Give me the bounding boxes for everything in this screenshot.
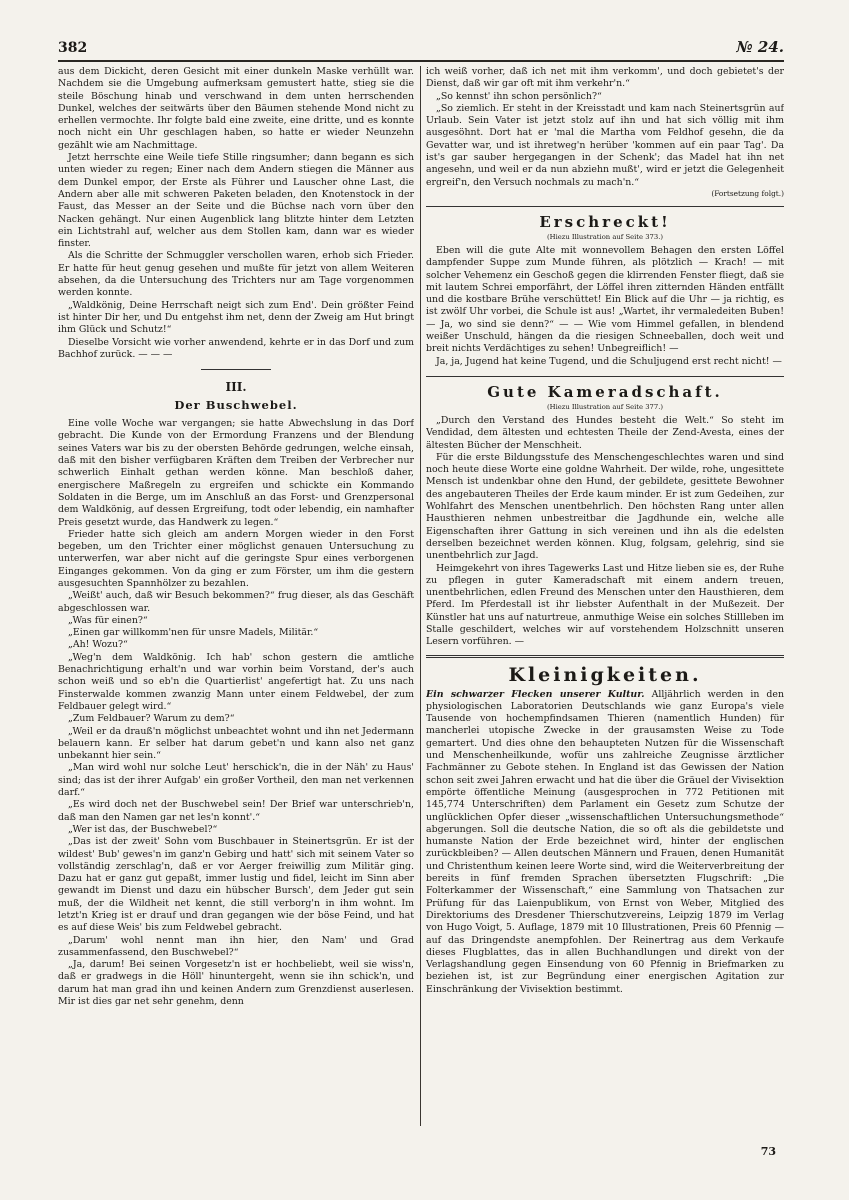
story-paragraph: „Ja, darum! Bei seinen Vorgesetz'n ist er hochbeliebt, weil sie wiss'n, daß er gradwegs in die Höll' hinuntergeht, wenn sie ihn schick'n, und darum hat man grad ihn und keinen Andern zum Grenzdienst auserlesen. Mir ist dies gar net sehr genehm, denn <box>58 959 414 1008</box>
story-paragraph: „Das ist der zweit' Sohn vom Buschbauer in Steinertsgrün. Er ist der wildest' Bub' gewes'n im ganz'n Gebirg und hatt' sich mit seinem Vater so vollständig zerschlag'n, daß er vor Aerger freiwillig zum Militär ging. Dazu hat er ganz gut gepaßt, immer lustig und fidel, leicht im Sinn aber gewandt im Dienst und dazu ein hübscher Bursch', dem Jeder gut sein muß, der die Wildheit net kennt, die still verborg'n in ihm wohnt. Im letzt'n Krieg ist er drauf und dran gegangen wie der böse Feind, und hat es auf diese Weis' bis zum Feldwebel gebracht. <box>58 836 414 934</box>
article-divider <box>426 206 784 207</box>
section-title-kleinigkeiten: Kleinigkeiten. <box>508 663 702 686</box>
illustration-reference: (Hiezu Illustration auf Seite 377.) <box>546 402 664 411</box>
story-paragraph: „Zum Feldbauer? Warum zu dem?“ <box>68 713 235 725</box>
story-paragraph: Eine volle Woche war vergangen; sie hatte Abwechslung in das Dorf gebracht. Die Kunde von der Ermordung Franzens und der Blendung seines Vaters war bis zu der obersten Behörde gedrungen, welche einsah, daß mit den bisher verfügbaren Kräften dem Treiben der Verbrecher nur schwerlich Einhalt gethan werden könne. Man beschloß daher, energischere Maßregeln zu ergreifen und schickte ein Kommando Soldaten in die Berge, um im Anschluß an das Forst- und Grenzpersonal dem Waldkönig, auf dessen Ergreifung, todt oder lebendig, ein namhafter Preis gesetzt wurde, das Handwerk zu legen.“ <box>58 418 414 528</box>
story-paragraph: „Ah! Wozu?“ <box>68 639 128 651</box>
illustration-reference: (Hiezu Illustration auf Seite 373.) <box>546 232 664 241</box>
story-paragraph: „Darum' wohl nennt man ihn hier, den Nam' und Grad zusammenfassend, den Buschwebel?“ <box>58 934 414 958</box>
article-title-kameradschaft: Gute Kameradschaft. <box>487 382 723 401</box>
article-title-erschreckt: Erschreckt! <box>539 212 671 231</box>
header-rule <box>58 60 784 62</box>
columns <box>58 66 784 1126</box>
story-paragraph: „Weg'n dem Waldkönig. Ich hab' schon gestern die amtliche Benachrichtigung erhalt'n und war vorhin beim Vorstand, der's auch schon weiß und so eb'n die Quartierlist' angefertigt hat. Zu uns nach Finsterwalde kommen zwanzig Mann unter einem Feldwebel, der zum Feldbauer gelegt wird.“ <box>58 651 414 712</box>
left-column <box>58 66 414 1126</box>
section-title: Der Buschwebel. <box>174 398 298 413</box>
story-paragraph: „So kennst' ihn schon persönlich?“ <box>436 90 602 102</box>
story-paragraph: „So ziemlich. Er steht in der Kreisstadt und kam nach Steinertsgrün auf Urlaub. Sein Vater ist jetzt stolz auf ihn und hat sich völlig mit ihm ausgesöhnt. Dort hat er 'mal die Martha vom Feldhof gesehn, die da Gevatter war, und ist ihretweg'n herüber 'kommen auf ein paar Tag'. Da ist's gar sauber hergegangen in der Schenk'; das Madel hat ihn net angesehn, und weil er da nun abziehn mußt', wird er jetzt die Gelegenheit ergreif'n, den Versuch nochmals zu mach'n.“ <box>426 102 784 188</box>
footer-signature: 73 <box>760 1145 776 1158</box>
section-number: III. <box>225 380 247 395</box>
story-paragraph: Jetzt herrschte eine Weile tiefe Stille ringsumher; dann begann es sich unten wieder zu regen; Einer nach dem Andern stiegen die Männer aus dem Dunkel empor, der Erste als Führer und Lauscher ohne Last, die Andern aber alle mit schweren Paketen beladen, den Knotenstock in der Faust, das Messer an der Seite und die Büchse nach vorn über den Nacken gehängt. Nur einen Augenblick lang blitzte hinter dem Letzten ein Lichtstrahl auf, welcher aus dem Stollen kam, dann war es wieder finster. <box>58 152 414 250</box>
article-body: Alljährlich werden in den physiologischen Laboratorien Deutschlands wie ganz Europa's viele Tausende von hochempfindsamen Thieren (namentlich Hunden) für mancherlei utopische Zwecke in der grausamsten Weise zu Tode gemartert. Und dies ohne den behaupteten Nutzen für die Wissenschaft und Menschenheilkunde, wofür uns zahlreiche Zeugnisse ärztlicher Fachmänner zu Gebote stehen. In England ist das Gewissen der Nation schon seit zwei Jahren erwacht und hat die über die Gräuel der Vivisektion empörte öffentliche Meinung (ausgesprochen in 772 Petitionen mit 145,774 Unterschriften) dem Parlament ein Gesetz zum Schutze der unglücklichen Opfer dieser „wissenschaftlichen Untersuchungsmethode“ abgerungen. Soll die deutsche Nation, die so oft als die gebildetste und humanste Nation der Erde bezeichnet wird, hinter der englischen zurückbleiben? — Allen deutschen Männern und Frauen, denen Humanität und Christenthum keinen leere Worte sind, wird die Weiterverbreitung der bereits in fünf fremden Sprachen übersetzten Flugschrift: „Die Folterkammer der Wissenschaft,“ eine Sammlung von Thatsachen zur Prüfung für das Laienpublikum, von Ernst von Weber, Mitglied des Direktoriums des Dresdener Thierschutzvereins, Leipzig 1879 im Verlag von Hugo Voigt, 5. Auflage, 1879 mit 10 Illustrationen, Preis 60 Pfennig — auf das Dringendste anempfohlen. Der Reinertrag aus dem Verkaufe dieses Flugblattes, das in allen Buchhandlungen und direkt von der Verlagshandlung gegen Einsendung von 60 Pfennig in Briefmarken zu beziehen ist, ist zur Begründung einer energischen Agitation zur Einschränkung der Vivisektion bestimmt. <box>426 688 784 995</box>
page-header <box>58 36 784 60</box>
article-paragraph: „Durch den Verstand des Hundes besteht die Welt.“ So steht im Vendidad, dem ältesten und echtesten Theile der Zend-Avesta, eines der ältesten Bücher der Menschheit. <box>426 414 784 451</box>
story-paragraph: „Waldkönig, Deine Herrschaft neigt sich zum End'. Dein größter Feind ist hinter Dir her, und Du entgehst ihm net, denn der Zweig am Hut bringt ihm Glück und Schutz!“ <box>58 299 414 336</box>
story-paragraph: „Weil er da drauß'n möglichst unbeachtet wohnt und ihn net Jedermann belauern kann. Er selber hat darum gebet'n und kann also net ganz unbekannt hier sein.“ <box>58 725 414 762</box>
newspaper-page <box>58 36 784 1166</box>
continuation-note: (Fortsetzung folgt.) <box>711 188 784 198</box>
section-divider <box>201 369 271 370</box>
column-divider <box>420 66 421 1126</box>
article-paragraph: Für die erste Bildungsstufe des Menschengeschlechtes waren und sind noch heute diese Worte eine goldne Wahrheit. Der wilde, rohe, ungesittete Mensch ist undenkbar ohne den Hund, der gebildete, gesittete Bewohner des angebauteren Theiles der Erde kaum minder. Er ist zum Gedeihen, zur Wohlfahrt des Menschen unentbehrlich. Den höchsten Rang unter allen Hausthieren nehmen unbestreitbar die Jagdhunde ein, welche alle Eigenschaften ihrer Gattung in sich vereinen und ihn als die edelsten derselben bezeichnet werden können. Klug, folgsam, gelehrig, sind sie unentbehrlich zur Jagd. <box>426 451 784 562</box>
story-paragraph: Als die Schritte der Schmuggler verschollen waren, erhob sich Frieder. Er hatte für heut genug gesehen und mußte für jetzt von allem Weiteren absehen, da die Untersuchung des Trichters nur am Tage vorgenommen werden konnte. <box>58 250 414 299</box>
story-paragraph: ich weiß vorher, daß ich net mit ihm verkomm', und doch gebietet's der Dienst, daß wir gar oft mit ihm verkehr'n.“ <box>426 66 784 90</box>
story-paragraph: „Einen gar willkomm'nen für unsre Madels, Militär.“ <box>68 627 319 639</box>
story-paragraph: „Wer ist das, der Buschwebel?“ <box>68 823 218 835</box>
story-paragraph: aus dem Dickicht, deren Gesicht mit einer dunkeln Maske verhüllt war. Nachdem sie die Umgebung aufmerksam gemustert hatte, stieg sie die steile Böschung hinab und verschwand in dem unten herrschenden Dunkel, welches der seitwärts über den Bäumen stehende Mond nicht zu erhellen vermochte. Ihr folgte bald eine zweite, eine dritte, und es konnte noch nicht ein Uhr geschlagen haben, so hatte er wieder Neunzehn gezählt wie am Nachmittage. <box>58 66 414 151</box>
article-paragraph <box>426 689 784 996</box>
article-paragraph: Ja, ja, Jugend hat keine Tugend, und die Schuljugend erst recht nicht! — <box>436 355 782 367</box>
article-lead: Ein schwarzer Flecken unserer Kultur. <box>426 688 645 700</box>
story-paragraph: „Es wird doch net der Buschwebel sein! Der Brief war unterschrieb'n, daß man den Namen gar net les'n konnt'.“ <box>58 799 414 823</box>
issue-number: № 24. <box>736 38 784 56</box>
story-paragraph: „Was für einen?“ <box>68 614 148 626</box>
page-number: 382 <box>58 40 88 56</box>
story-paragraph: Frieder hatte sich gleich am andern Morgen wieder in den Forst begeben, um den Trichter einer möglichst genauen Untersuchung zu unterwerfen, war aber nicht auf die geringste Spur eines verborgenen Einganges gekommen. Von da ging er zum Förster, um ihm die gestern ausgesuchten Spannhölzer zu bezahlen. <box>58 528 414 589</box>
article-paragraph: Heimgekehrt von ihres Tagewerks Last und Hitze lieben sie es, der Ruhe zu pflegen in guter Kameradschaft mit einem andern treuen, unentbehrlichen, edlen Freund des Menschen unter den Hausthieren, dem Pferd. Im Pferdestall ist ihr liebster Aufenthalt in der Mußezeit. Der Künstler hat uns auf naturtreue, anmuthige Weise ein solches Stillleben im Stalle geschildert, welches wir auf vorstehendem Holzschnitt unseren Lesern vorführen. — <box>426 562 784 648</box>
right-column <box>426 66 784 1126</box>
article-paragraph: Eben will die gute Alte mit wonnevollem Behagen den ersten Löffel dampfender Suppe zum Munde führen, als plötzlich — Krach! — mit solcher Vehemenz ein Geschoß gegen die klirrenden Fenster fliegt, daß sie mit lautem Schrei emporfährt, der Löffel ihren zitternden Händen entfällt und die kostbare Brühe verschüttet! Ein Blick auf die Uhr — ja richtig, es ist zwölf Uhr vorbei, die Schule ist aus! „Wartet, ihr vermaledeiten Buben! — Ja, wo sind sie denn?“ — — Wie vom Himmel gefallen, in blendend weißer Unschuld, hängen da die riesigen Schneeballen, doch weit und breit nichts Verdächtiges zu sehen! Unbegreiflich! — <box>426 244 784 355</box>
story-paragraph: Dieselbe Vorsicht wie vorher anwendend, kehrte er in das Dorf und zum Bachhof zurück. — — — <box>58 336 414 360</box>
story-paragraph: „Man wird wohl nur solche Leut' herschick'n, die in der Näh' zu Haus' sind; das ist der ihrer Aufgab' ein großer Vortheil, den man net verkennen darf.“ <box>58 762 414 799</box>
section-divider <box>426 655 784 658</box>
story-paragraph: „Weißt' auch, daß wir Besuch bekommen?“ frug dieser, als das Geschäft abgeschlossen war. <box>58 590 414 614</box>
article-divider <box>426 376 784 377</box>
